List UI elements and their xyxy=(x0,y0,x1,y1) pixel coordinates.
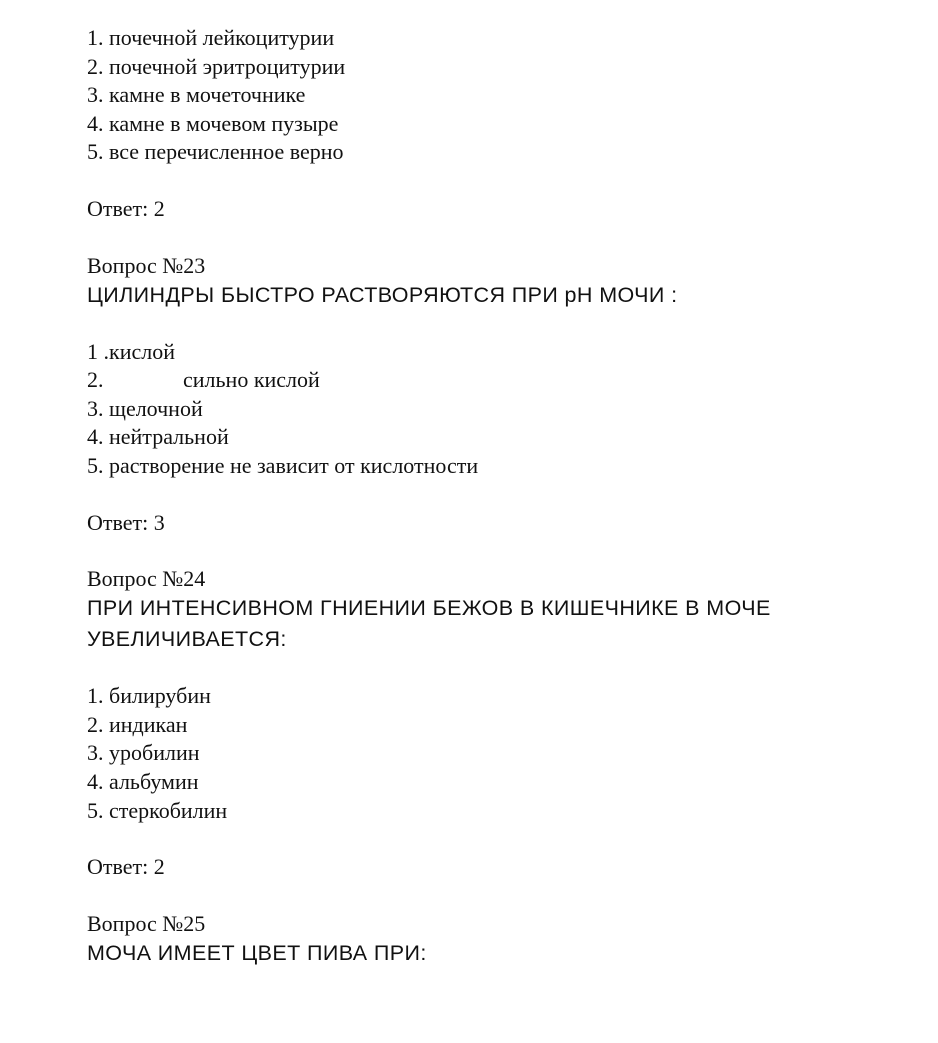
list-item: 5. растворение не зависит от кислотности xyxy=(87,452,479,478)
list-item: 2. индикан xyxy=(87,711,188,737)
question-label: Вопрос №25 xyxy=(87,910,206,936)
document-page xyxy=(87,24,887,969)
question-heading-continued: УВЕЛИЧИВАЕТСЯ: xyxy=(87,627,287,652)
list-item: 3. камне в мочеточнике xyxy=(87,82,306,108)
list-item: 4. альбумин xyxy=(87,768,199,794)
list-item-text: сильно кислой xyxy=(183,367,320,393)
question-heading: ПРИ ИНТЕНСИВНОМ ГНИЕНИИ БЕЖОВ В КИШЕЧНИКЕ В МОЧЕ xyxy=(87,596,771,621)
list-item: 4. камне в мочевом пузыре xyxy=(87,110,339,136)
q23-options xyxy=(87,338,887,481)
list-item: 3. щелочной xyxy=(87,395,203,421)
list-item: 3. уробилин xyxy=(87,740,200,766)
question-label: Вопрос №23 xyxy=(87,252,206,278)
list-item: 5. стеркобилин xyxy=(87,797,228,823)
answer-text: Ответ: 2 xyxy=(87,854,165,880)
list-item: 1. билирубин xyxy=(87,683,211,709)
list-item-number: 2. xyxy=(87,367,104,393)
list-item xyxy=(87,366,887,395)
question-heading: МОЧА ИМЕЕТ ЦВЕТ ПИВА ПРИ: xyxy=(87,940,427,965)
list-item: 1 .кислой xyxy=(87,338,175,364)
list-item: 4. нейтральной xyxy=(87,424,229,450)
question-label: Вопрос №24 xyxy=(87,566,206,592)
answer-text: Ответ: 3 xyxy=(87,509,165,535)
q24-options xyxy=(87,682,887,825)
answer-text: Ответ: 2 xyxy=(87,195,165,221)
question-heading: ЦИЛИНДРЫ БЫСТРО РАСТВОРЯЮТСЯ ПРИ pH МОЧИ : xyxy=(87,282,678,307)
block1-options xyxy=(87,24,887,167)
list-item: 1. почечной лейкоцитурии xyxy=(87,25,335,50)
list-item: 2. почечной эритроцитурии xyxy=(87,53,346,79)
list-item: 5. все перечисленное верно xyxy=(87,139,344,165)
